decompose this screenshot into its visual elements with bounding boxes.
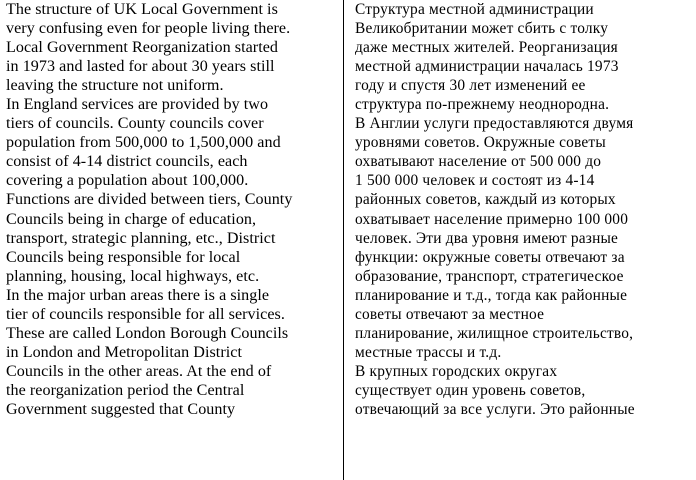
text-line: 1 500 000 человек и состоят из 4-14 [355,172,595,190]
text-line: These are called London Borough Councils [6,324,289,342]
text-line: функции: окружные советы отвечают за [355,248,625,266]
text-line: population from 500,000 to 1,500,000 and [6,134,281,152]
text-line: In the major urban areas there is a single [6,286,270,304]
text-line: Великобритании может сбить с толку [355,20,609,38]
text-line: tier of councils responsible for all services. [6,305,285,323]
text-line: planning, housing, local highways, etc. [6,267,260,285]
text-line: местной администрации началась 1973 [355,58,619,76]
text-line: in London and Metropolitan District [6,343,242,361]
text-line: В Англии услуги предоставляются двумя [355,115,634,133]
russian-paragraph-2 [355,114,695,362]
text-line: Local Government Reorganization started [6,39,279,57]
text-line: very confusing even for people living there. [6,20,291,38]
text-line: Структура местной администрации [355,1,594,18]
text-line: охватывает население примерно 100 000 [355,210,629,228]
text-line: году и спустя 30 лет изменений ее [355,77,586,95]
text-line: covering a population about 100,000. [6,172,249,190]
text-line: местные трассы и т.д. [355,343,502,361]
text-line: in 1973 and lasted for about 30 years still [6,58,275,76]
text-line: transport, strategic planning, etc., District [6,229,276,247]
russian-paragraph-1 [355,0,695,114]
english-paragraph-3 [6,286,340,419]
text-line: планирование и т.д., тогда как районные [355,286,628,304]
text-line: планирование, жилищное строительство, [355,324,634,342]
text-line: человек. Эти два уровня имеют разные [355,229,619,247]
column-divider [343,0,344,480]
text-line: Councils being responsible for local [6,248,241,266]
text-line: Councils being in charge of education, [6,210,257,228]
text-line: уровнями советов. Окружные советы [355,134,606,152]
text-line: советы отвечают за местное [355,305,545,323]
text-line: образование, транспорт, стратегическое [355,267,624,285]
text-line: даже местных жителей. Реорганизация [355,39,618,57]
text-line: In England services are provided by two [6,96,269,114]
text-line: структура по-прежнему неоднородна. [355,96,610,114]
text-line: В крупных городских округах [355,362,558,380]
text-line: Government suggested that County [6,400,236,418]
text-line: районных советов, каждый из которых [355,191,616,209]
text-line: consist of 4-14 district councils, each [6,153,248,171]
text-line: Councils in the other areas. At the end of [6,362,272,380]
text-line: отвечающий за все услуги. Это районные [355,400,635,418]
text-line: Functions are divided between tiers, County [6,191,293,209]
english-paragraph-2 [6,95,340,285]
russian-paragraph-3 [355,362,695,419]
english-paragraph-1 [6,0,340,95]
text-line: охватывают население от 500 000 до [355,153,602,171]
russian-column [355,0,695,480]
text-line: leaving the structure not uniform. [6,77,224,95]
text-line: the reorganization period the Central [6,381,245,399]
english-column [6,0,340,480]
text-line: The structure of UK Local Government is [6,1,278,18]
text-line: tiers of councils. County councils cover [6,115,264,133]
text-line: существует один уровень советов, [355,381,586,399]
